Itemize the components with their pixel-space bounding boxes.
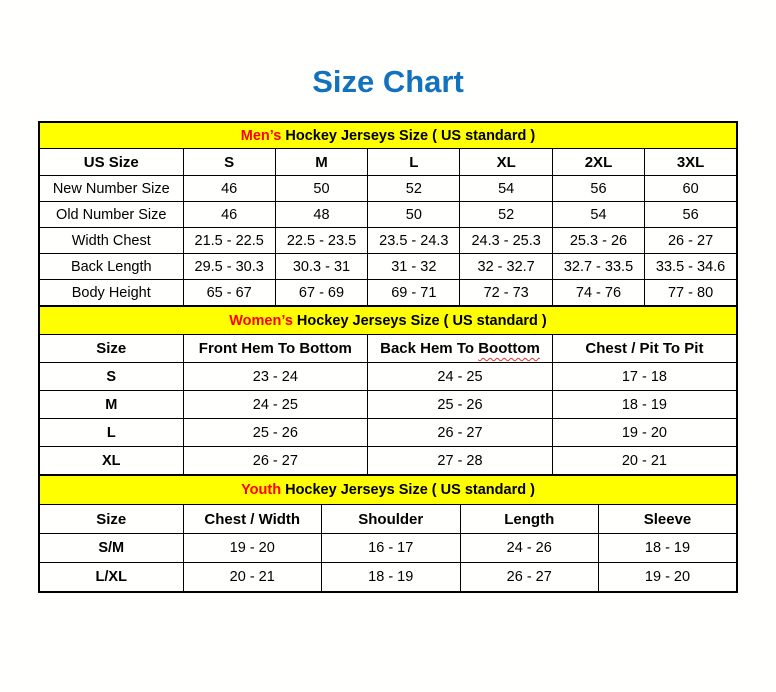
cell: 50: [275, 176, 367, 202]
cell: 26 - 27: [368, 419, 553, 447]
cell: 22.5 - 23.5: [275, 228, 367, 254]
row-label: L: [39, 419, 183, 447]
row-label: S: [39, 363, 183, 391]
womens-banner-highlight: Women’s: [229, 312, 293, 329]
cell: 26 - 27: [460, 563, 599, 593]
cell: 25.3 - 26: [552, 228, 644, 254]
cell: 19 - 20: [183, 534, 322, 563]
youth-banner-text: Hockey Jerseys Size ( US standard ): [281, 482, 535, 498]
youth-banner-highlight: Youth: [241, 482, 282, 498]
row-label: Width Chest: [39, 228, 183, 254]
cell: 23 - 24: [183, 363, 368, 391]
cell: 77 - 80: [645, 280, 737, 307]
womens-size-table: [38, 305, 738, 476]
cell: 18 - 19: [552, 391, 737, 419]
column-header: Sleeve: [599, 505, 738, 534]
table-row: [39, 447, 737, 476]
row-label: S/M: [39, 534, 183, 563]
column-header: Chest / Width: [183, 505, 322, 534]
row-label: M: [39, 391, 183, 419]
cell: 27 - 28: [368, 447, 553, 476]
cell: 29.5 - 30.3: [183, 254, 275, 280]
cell: 18 - 19: [322, 563, 461, 593]
mens-banner-text: Hockey Jerseys Size ( US standard ): [281, 127, 536, 144]
table-row: [39, 280, 737, 307]
cell: 26 - 27: [183, 447, 368, 476]
cell: 67 - 69: [275, 280, 367, 307]
womens-section-banner: [39, 306, 737, 335]
row-label: XL: [39, 447, 183, 476]
table-row: [39, 563, 737, 593]
column-header: 2XL: [552, 149, 644, 176]
cell: 48: [275, 202, 367, 228]
cell: 30.3 - 31: [275, 254, 367, 280]
table-row: [39, 176, 737, 202]
column-header: XL: [460, 149, 552, 176]
cell: 21.5 - 22.5: [183, 228, 275, 254]
cell: 32 - 32.7: [460, 254, 552, 280]
cell: 20 - 21: [183, 563, 322, 593]
column-header: Front Hem To Bottom: [183, 335, 368, 363]
table-row: [39, 419, 737, 447]
mens-size-table: [38, 121, 738, 307]
column-header: S: [183, 149, 275, 176]
cell: 74 - 76: [552, 280, 644, 307]
cell: 25 - 26: [368, 391, 553, 419]
cell: 24 - 25: [368, 363, 553, 391]
cell: 54: [552, 202, 644, 228]
mens-banner-highlight: Men’s: [240, 127, 282, 144]
cell: 56: [645, 202, 737, 228]
size-tables-container: [38, 121, 738, 593]
mens-section-banner: [39, 122, 737, 149]
column-header: Length: [460, 505, 599, 534]
row-label: New Number Size: [39, 176, 183, 202]
cell: 52: [460, 202, 552, 228]
cell: 19 - 20: [552, 419, 737, 447]
cell: 69 - 71: [368, 280, 460, 307]
row-label: Body Height: [39, 280, 183, 307]
column-header: Size: [39, 505, 183, 534]
cell: 65 - 67: [183, 280, 275, 307]
youth-header-row: [39, 505, 737, 534]
table-row: [39, 254, 737, 280]
cell: 20 - 21: [552, 447, 737, 476]
back-hem-misspelled-word: Boottom: [478, 340, 540, 357]
table-row: [39, 202, 737, 228]
womens-banner-row: [39, 306, 737, 335]
womens-banner-text: Hockey Jerseys Size ( US standard ): [292, 312, 547, 329]
row-label: Back Length: [39, 254, 183, 280]
cell: 46: [183, 202, 275, 228]
table-row: [39, 363, 737, 391]
cell: 72 - 73: [460, 280, 552, 307]
cell: 26 - 27: [645, 228, 737, 254]
youth-size-table: [38, 474, 738, 593]
cell: 50: [368, 202, 460, 228]
womens-header-row: [39, 335, 737, 363]
column-header: Shoulder: [322, 505, 461, 534]
table-row: [39, 228, 737, 254]
cell: 31 - 32: [368, 254, 460, 280]
cell: 16 - 17: [322, 534, 461, 563]
cell: 60: [645, 176, 737, 202]
column-header: L: [368, 149, 460, 176]
cell: 18 - 19: [599, 534, 738, 563]
cell: 54: [460, 176, 552, 202]
mens-banner-row: [39, 122, 737, 149]
cell: 33.5 - 34.6: [645, 254, 737, 280]
row-label: Old Number Size: [39, 202, 183, 228]
cell: 25 - 26: [183, 419, 368, 447]
cell: 23.5 - 24.3: [368, 228, 460, 254]
cell: 19 - 20: [599, 563, 738, 593]
page-title: Size Chart: [312, 64, 464, 99]
cell: 46: [183, 176, 275, 202]
youth-section-banner: [39, 475, 737, 505]
column-header: Chest / Pit To Pit: [552, 335, 737, 363]
column-header: M: [275, 149, 367, 176]
cell: 24.3 - 25.3: [460, 228, 552, 254]
column-header: 3XL: [645, 149, 737, 176]
cell: 24 - 26: [460, 534, 599, 563]
cell: 56: [552, 176, 644, 202]
back-hem-prefix: Back Hem To: [380, 340, 479, 357]
column-header: Size: [39, 335, 183, 363]
cell: 24 - 25: [183, 391, 368, 419]
column-header: US Size: [39, 149, 183, 176]
table-row: [39, 534, 737, 563]
cell: 52: [368, 176, 460, 202]
cell: 17 - 18: [552, 363, 737, 391]
column-header-misspelled: [368, 335, 553, 363]
mens-header-row: [39, 149, 737, 176]
row-label: L/XL: [39, 563, 183, 593]
table-row: [39, 391, 737, 419]
youth-banner-row: [39, 475, 737, 505]
cell: 32.7 - 33.5: [552, 254, 644, 280]
